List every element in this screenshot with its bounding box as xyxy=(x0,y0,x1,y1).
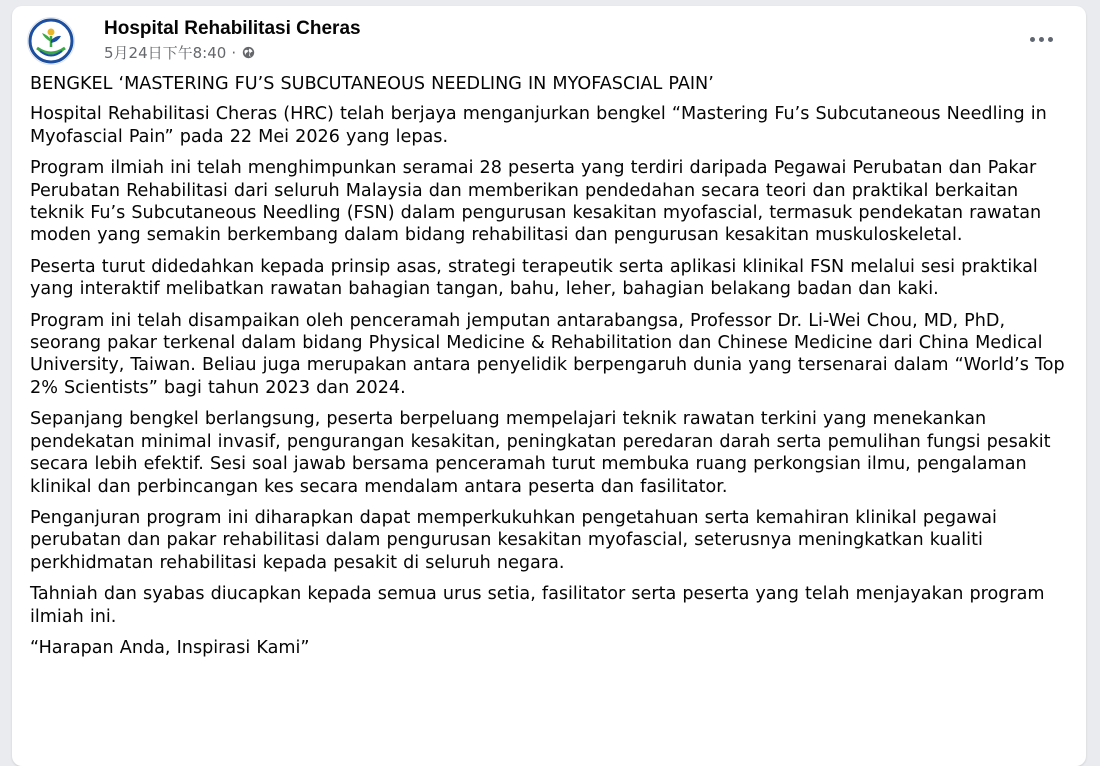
post-meta xyxy=(104,42,255,63)
hospital-logo-icon xyxy=(28,18,74,64)
post-paragraph: Peserta turut didedahkan kepada prinsip asas, strategi terapeutik serta aplikasi klinikal FSN melalui sesi praktikal yang interaktif melibatkan rawatan bahagian tangan, bahu, leher, bahagian belakang badan dan kaki. xyxy=(30,256,1038,300)
globe-icon[interactable] xyxy=(242,46,255,59)
meta-separator: · xyxy=(231,43,237,62)
page-name-link[interactable]: Hospital Rehabilitasi Cheras xyxy=(104,18,361,39)
more-options-dot xyxy=(1039,37,1044,42)
more-options-button[interactable] xyxy=(1024,28,1058,50)
more-options-dot xyxy=(1048,37,1053,42)
post-headline: BENGKEL ‘MASTERING FU’S SUBCUTANEOUS NEEDLING IN MYOFASCIAL PAIN’ xyxy=(30,74,714,94)
page-avatar[interactable] xyxy=(27,17,75,65)
post-paragraph: Hospital Rehabilitasi Cheras (HRC) telah berjaya menganjurkan bengkel “Mastering Fu’s Subcutaneous Needling in Myofascial Pain” pada 22 Mei 2026 yang lepas. xyxy=(30,104,1047,147)
post-timestamp[interactable]: 5月24日下午8:40 xyxy=(104,44,227,62)
post-paragraph: Sepanjang bengkel berlangsung, peserta berpeluang mempelajari teknik rawatan terkini yang menekankan pendekatan minimal invasif, pengurangan kesakitan, peningkatan peredaran darah serta pemulihan fungsi pesakit secara lebih efektif. Sesi soal jawab bersama penceramah turut membuka ruang perkongsian ilmu, pengalaman klinikal dan perbincangan kes secara mendalam antara peserta dan fasilitator. xyxy=(30,409,1051,497)
post-paragraph: Program ilmiah ini telah menghimpunkan seramai 28 peserta yang terdiri daripada Pegawai Perubatan dan Pakar Perubatan Rehabilitasi dari seluruh Malaysia dan memberikan pendedahan secara teori dan praktikal berkaitan teknik Fu’s Subcutaneous Needling (FSN) dalam pengurusan kesakitan myofascial, termasuk pendekatan rawatan moden yang semakin berkembang dalam bidang rehabilitasi dan pengurusan kesakitan muskuloskeletal. xyxy=(30,158,1042,246)
post-body xyxy=(30,73,1075,668)
more-options-icon xyxy=(1030,37,1035,42)
post-paragraph: Tahniah dan syabas diucapkan kepada semua urus setia, fasilitator serta peserta yang telah menjayakan program ilmiah ini. xyxy=(30,584,1045,627)
post-card xyxy=(12,6,1086,766)
post-paragraph: Penganjuran program ini diharapkan dapat memperkukuhkan pengetahuan serta kemahiran klinikal pegawai perubatan dan pakar rehabilitasi dalam pengurusan kesakitan myofascial, seterusnya meningkatkan kualiti perkhidmatan rehabilitasi kepada pesakit di seluruh negara. xyxy=(30,507,997,573)
post-header xyxy=(12,6,1086,70)
post-paragraph: Program ini telah disampaikan oleh penceramah jemputan antarabangsa, Professor Dr. Li-Wei Chou, MD, PhD, seorang pakar terkenal dalam bidang Physical Medicine & Rehabilitation dan Chinese Medicine dari China Medical University, Taiwan. Beliau juga merupakan antara penyelidik berpengaruh dunia yang tersenarai dalam “World’s Top 2% Scientists” bagi tahun 2023 dan 2024. xyxy=(30,310,1065,398)
post-slogan: “Harapan Anda, Inspirasi Kami” xyxy=(30,637,310,658)
